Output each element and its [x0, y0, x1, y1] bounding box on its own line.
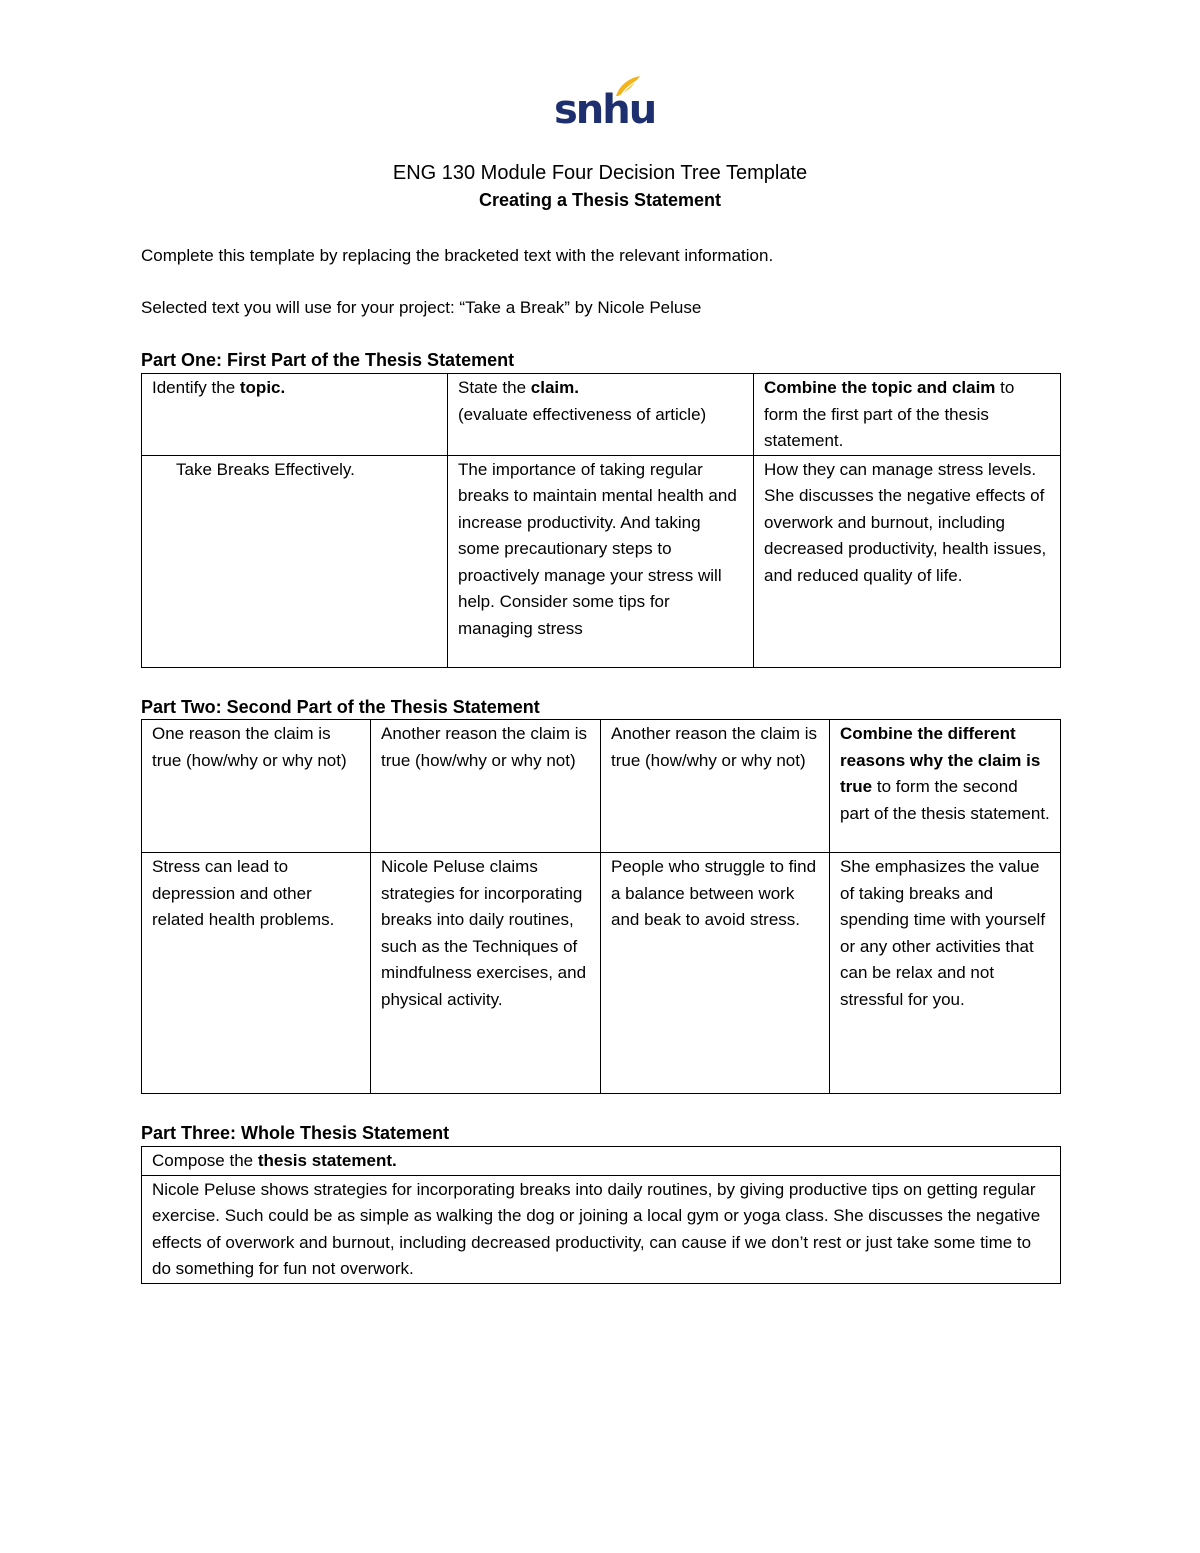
combine-cell: How they can manage stress levels. She discusses the negative effects of overwork and burnout, including decreased productivity, health issues, and reduced quality of life.	[754, 455, 1061, 667]
claim-cell: The importance of taking regular breaks to maintain mental health and increase productivity. And taking some precautionary steps to proactively manage your stress will help. Consider some tips for managing stress	[448, 455, 754, 667]
part-three-table	[141, 1146, 1061, 1284]
combine-header-cell	[754, 374, 1061, 456]
part-one-table	[141, 373, 1061, 668]
combine-reasons-header-bold: Combine the different reasons why the claim is true	[840, 724, 1041, 796]
combine-header-post: to form the first part of the thesis statement.	[764, 378, 1015, 450]
claim-header-cell	[448, 374, 754, 456]
thesis-statement-cell: Nicole Peluse shows strategies for incorporating breaks into daily routines, by giving productive tips on getting regular exercise. Such could be as simple as walking the dog or joining a local gym or yoga class. She discusses the negative effects of overwork and burnout, including decreased productivity, can cause if we don’t rest or just take some time to do something for fun not overwork.	[142, 1175, 1061, 1283]
reason2-cell: Nicole Peluse claims strategies for incorporating breaks into daily routines, such as the Techniques of mindfulness exercises, and physical activity.	[371, 853, 601, 1094]
combine-reasons-header-post: to form the second part of the thesis statement.	[840, 777, 1050, 823]
reason1-header-cell: One reason the claim is true (how/why or why not)	[142, 720, 371, 853]
combine-reasons-header-cell	[830, 720, 1061, 853]
table-row	[142, 853, 1061, 1094]
topic-header-bold: topic.	[239, 378, 286, 397]
instructions-text: Complete this template by replacing the bracketed text with the relevant information.	[141, 246, 774, 265]
reason1-cell: Stress can lead to depression and other related health problems.	[142, 853, 371, 1094]
claim-header-bold: claim.	[530, 378, 579, 397]
table-row	[142, 1175, 1061, 1283]
thesis-header-bold: thesis statement.	[257, 1151, 397, 1170]
reason3-cell: People who struggle to find a balance between work and beak to avoid stress.	[601, 853, 830, 1094]
claim-header-note: (evaluate effectiveness of article)	[458, 404, 707, 424]
selected-text-line: Selected text you will use for your project: “Take a Break” by Nicole Peluse	[141, 298, 702, 317]
snhu-logo	[554, 74, 656, 134]
claim-header-pre: State the	[458, 378, 531, 397]
thesis-header-cell	[142, 1147, 1061, 1176]
part-two-table	[141, 719, 1061, 1094]
table-row	[142, 374, 1061, 456]
page-subtitle: Creating a Thesis Statement	[478, 190, 722, 210]
table-row	[142, 1147, 1061, 1176]
part-two-heading: Part Two: Second Part of the Thesis Statement	[141, 697, 540, 717]
thesis-header-pre: Compose the	[152, 1151, 258, 1170]
reason2-header-cell: Another reason the claim is true (how/why or why not)	[371, 720, 601, 853]
combine-reasons-cell: She emphasizes the value of taking breaks and spending time with yourself or any other activities that can be relax and not stressful for you.	[830, 853, 1061, 1094]
logo-text: snhu	[554, 87, 656, 133]
page-title: ENG 130 Module Four Decision Tree Template	[392, 162, 808, 184]
topic-header-cell	[142, 374, 448, 456]
table-row	[142, 455, 1061, 667]
table-row	[142, 720, 1061, 853]
topic-header-pre: Identify the	[152, 378, 240, 397]
reason3-header-cell: Another reason the claim is true (how/why or why not)	[601, 720, 830, 853]
part-three-heading: Part Three: Whole Thesis Statement	[141, 1123, 450, 1143]
topic-cell: Take Breaks Effectively.	[142, 455, 448, 667]
part-one-heading: Part One: First Part of the Thesis Statement	[141, 350, 515, 370]
combine-header-bold: Combine the topic and claim	[764, 378, 996, 397]
